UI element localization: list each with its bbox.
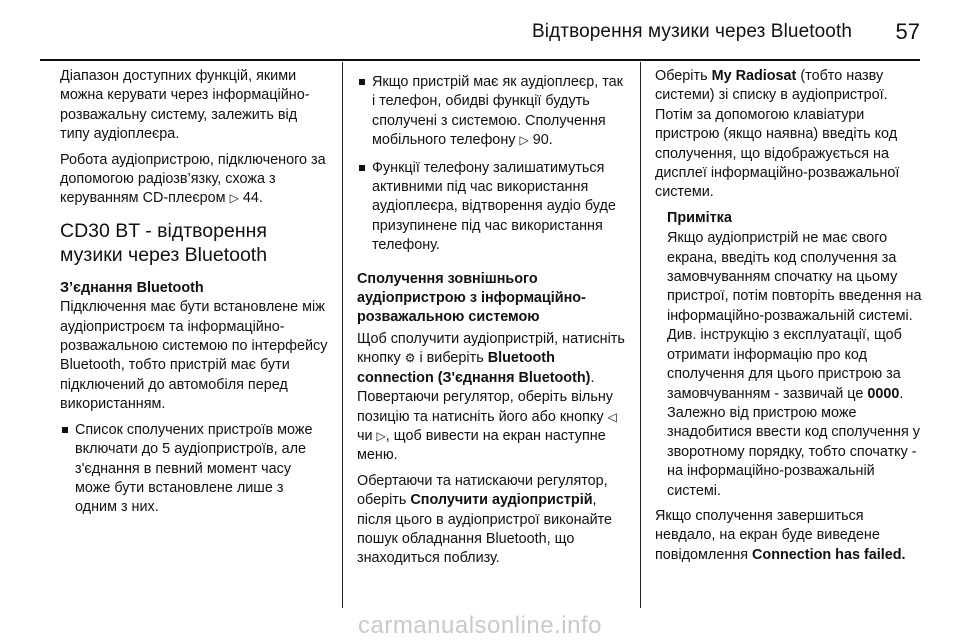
page-header bbox=[0, 0, 960, 62]
bullet-paired-list: Список сполучених пристроїв може включати до 5 аудіопристроїв, але з'єднання в певний момент часу може бути встановлене лише з одним з них. bbox=[60, 421, 328, 518]
pairing-text-or: чи bbox=[357, 427, 373, 444]
bullet-phone-text: Якщо пристрій має як аудіоплеєр, так і телефон, обидві функції будуть сполучені з системою. Сполучення мобільного телефону bbox=[372, 74, 623, 149]
note-title: Примітка bbox=[667, 209, 732, 226]
paragraph-pair-device bbox=[357, 472, 628, 569]
header-rule bbox=[40, 59, 920, 61]
pairing-text-c: . Повертаючи регулятор, оберіть вільну позицію та натисніть його або кнопку bbox=[357, 369, 613, 425]
note-text-b: . Залежно від пристрою може знадобитися ввести код сполучення у зворотному порядку, тобто спочатку - на інформаційно-розважальній системі. bbox=[667, 385, 920, 499]
left-arrow-key-icon: ◁ bbox=[607, 409, 617, 424]
paragraph-select-radiosat bbox=[655, 67, 925, 203]
default-pairing-code: 0000 bbox=[867, 385, 900, 402]
failed-text-a: Якщо сполучення завершиться невдало, на екран буде виведене повідомлення bbox=[655, 507, 880, 563]
watermark: carmanualsonline.info bbox=[358, 612, 602, 639]
paragraph-connection-failed bbox=[655, 507, 925, 565]
paragraph-cd-control bbox=[60, 151, 328, 209]
menu-item-pair-device: Сполучити аудіопристрій bbox=[410, 492, 593, 509]
radiosat-text-b: (тобто назву системи) зі списку в аудіопристрої. Потім за допомогою клавіатури пристрою (якщо наявна) введіть код сполучення, що відображується на дисплеї інформаційно-розважальної системи. bbox=[655, 68, 900, 201]
settings-key-icon: ⚙ bbox=[404, 351, 416, 366]
paragraph-pairing-steps bbox=[357, 330, 628, 466]
pairing-text-d: , щоб вивести на екран наступне меню. bbox=[357, 427, 606, 464]
column-3 bbox=[655, 67, 925, 571]
radiosat-text-a: Оберіть bbox=[655, 68, 708, 84]
section-title: CD30 BT - відтворення музики через Bluetooth bbox=[60, 219, 268, 266]
pair-device-text-a: Обертаючи та натискаючи регулятор, оберіть bbox=[357, 472, 608, 509]
column-1 bbox=[60, 67, 328, 526]
message-connection-failed: Connection has failed. bbox=[752, 546, 906, 563]
menu-item-bluetooth-connection: Bluetooth connection (З'єднання Bluetooth) bbox=[357, 350, 591, 386]
subsection-title-bluetooth-connection: З’єднання Bluetooth bbox=[60, 279, 204, 296]
page-number: 57 bbox=[895, 19, 920, 44]
cd-control-text: Робота аудіопристрою, підключеного за допомогою радіозв’язку, схожа з керуванням CD-плеєром bbox=[60, 151, 326, 207]
pairing-text-a: Щоб сполучити аудіопристрій, натисніть кнопку bbox=[357, 330, 625, 367]
page-reference-arrow-icon: ▷ bbox=[519, 133, 529, 148]
pairing-text-b: і виберіть bbox=[419, 350, 484, 367]
column-divider-1 bbox=[342, 62, 343, 608]
bullet-phone-functions: Функції телефону залишатимуться активними під час використання аудіоплеєра, відтворення аудіо буде призупинене під час використання телефону. bbox=[357, 159, 628, 256]
page-reference-90[interactable]: 90. bbox=[532, 132, 553, 149]
pair-device-text-b: , після цього в аудіопристрої виконайте пошук обладнання Bluetooth, що знаходиться поблизу. bbox=[357, 492, 613, 567]
column-divider-2 bbox=[640, 62, 641, 608]
note-text bbox=[667, 229, 925, 501]
menu-item-my-radiosat: My Radiosat bbox=[711, 68, 797, 84]
paragraph-intro: Діапазон доступних функцій, якими можна керувати через інформаційно-розважальну систему, залежить від типу аудіоплеєра. bbox=[60, 68, 310, 143]
page-reference-arrow-icon: ▷ bbox=[229, 191, 239, 206]
right-arrow-key-icon: ▷ bbox=[376, 428, 386, 443]
note-text-a: Якщо аудіопристрій не має свого екрана, введіть код сполучення за замовчуванням спочатку на цьому пристрої, потім повторіть введення на інформаційно-розважальній системі. Див. інструкцію з експлуатації, щоб отримати інформацію про код сполучення для цього пристрою за замовчуванням - зазвичай це bbox=[667, 230, 922, 402]
page-reference-44[interactable]: 44. bbox=[242, 190, 263, 207]
page-title: Відтворення музики через Bluetooth bbox=[532, 21, 852, 42]
column-2 bbox=[357, 67, 628, 575]
note-block bbox=[655, 209, 925, 501]
subsection-title-pairing: Сполучення зовнішнього аудіопристрою з інформаційно-розважальною системою bbox=[357, 270, 586, 326]
bullet-phone-and-player bbox=[357, 73, 628, 151]
paragraph-connection: Підключення має бути встановлене між аудіопристроєм та інформаційно-розважальною системою по інтерфейсу Bluetooth, тобто пристрій має бути підключений до автомобіля перед використанням. bbox=[60, 299, 328, 413]
